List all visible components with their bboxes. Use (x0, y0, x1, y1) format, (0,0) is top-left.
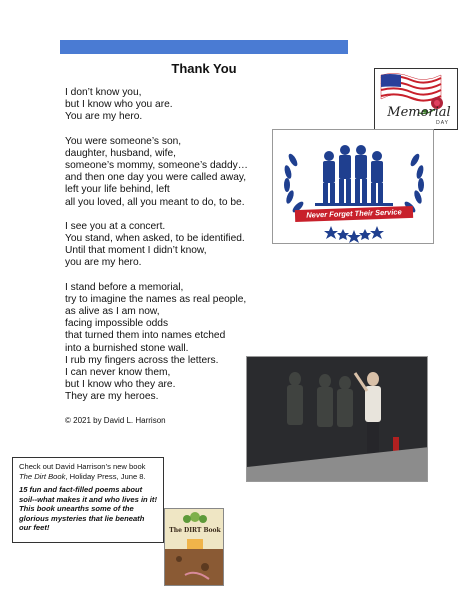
book-title: The Dirt Book (19, 471, 66, 481)
poem-line: I can never know them, (65, 367, 171, 379)
copyright: © 2021 by David L. Harrison (65, 416, 166, 425)
book-promo-box (12, 457, 164, 543)
poem-line: Until that moment I didn’t know, (65, 245, 207, 257)
memorial-wall-photo (246, 356, 428, 482)
poem-line: all you loved, all you meant to do, to be. (65, 196, 245, 208)
never-forget-emblem (272, 129, 434, 244)
memorial-wall-image (247, 357, 428, 482)
poem-line: I don’t know you, (65, 87, 142, 98)
poem-line: but I know who they are. (65, 379, 176, 391)
poem-line: that turned them into names etched (65, 330, 226, 342)
poem-line: I rub my fingers across the letters. (65, 354, 219, 366)
book-blurb: 15 fun and fact-filled poems about soil--what makes it and who lives in it! This book unearths some of the glorious mysteries that lie beneath our feet! (19, 485, 157, 532)
poem-stanza (65, 136, 275, 209)
soldiers-wreath-icon (273, 130, 435, 245)
poem-line: They are my heroes. (65, 391, 159, 403)
book-intro-prefix: Check out David Harrison’s new book (19, 462, 146, 471)
poem-stanza (65, 282, 275, 404)
poem-line: you are my hero. (65, 257, 142, 269)
poem-line: I see you at a concert. (65, 220, 166, 232)
poem-line: try to imagine the names as real people, (65, 293, 247, 305)
poem-stanza (65, 87, 275, 124)
poem (65, 87, 275, 404)
poem-line: You are my hero. (65, 111, 143, 123)
poem-line: left your life behind, left (65, 184, 170, 196)
poem-line: You stand, when asked, to be identified. (65, 233, 245, 245)
poem-stanza (65, 221, 275, 270)
poem-line: but I know who you are. (65, 99, 173, 111)
book-cover (164, 508, 224, 586)
memorial-script: Memorial (387, 105, 451, 120)
poem-line: someone’s mommy, someone’s daddy… (65, 160, 248, 172)
never-forget-banner: Never Forget Their Service (295, 206, 413, 222)
book-intro (19, 462, 157, 481)
book-intro-suffix: , Holiday Press, June 8. (65, 471, 146, 481)
poem-line: I stand before a memorial, (65, 281, 184, 293)
poem-line: You were someone’s son, (65, 135, 182, 147)
poem-line: facing impossible odds (65, 318, 169, 330)
memorial-day-logo (374, 68, 458, 130)
poem-line: as alive as I am now, (65, 306, 160, 318)
poem-line: into a burnished stone wall. (65, 342, 189, 354)
book-cover-title: The DIRT Book (169, 527, 221, 534)
memorial-day-label: DAY (436, 120, 449, 126)
page-title: Thank You (171, 61, 237, 76)
poem-line: daughter, husband, wife, (65, 147, 177, 159)
header-bar (60, 40, 348, 54)
book-cover-art (165, 509, 224, 586)
poem-line: and then one day you were called away, (65, 172, 247, 184)
